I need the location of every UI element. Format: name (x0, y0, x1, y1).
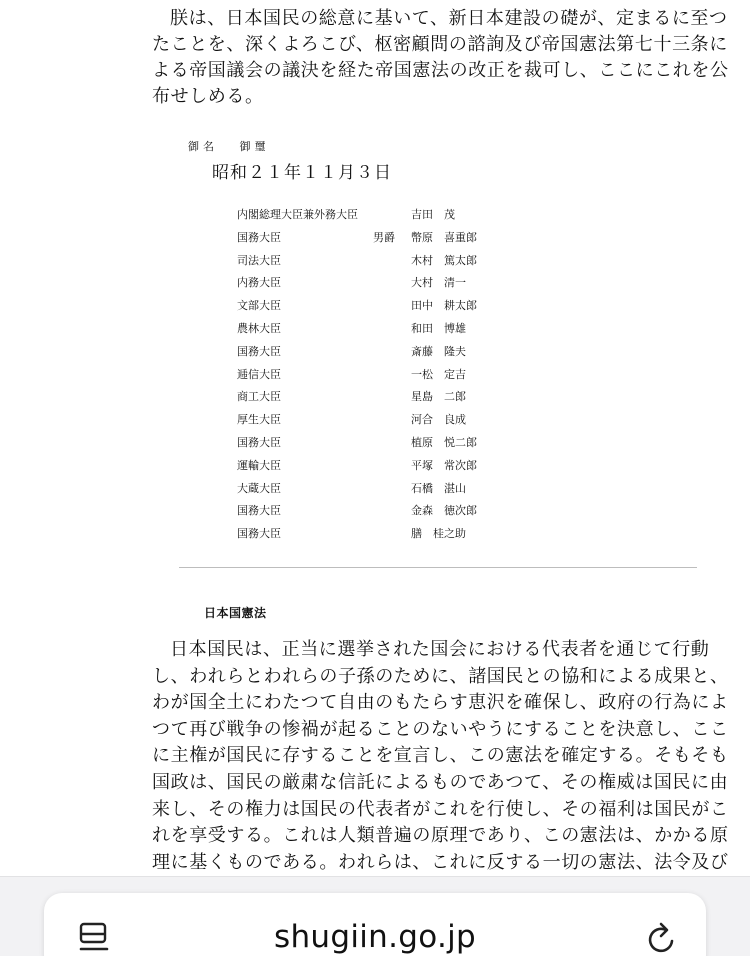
minister-title: 国務大臣 (237, 527, 281, 541)
minister-list (237, 204, 517, 546)
minister-name: 平塚 常次郎 (411, 458, 477, 472)
minister-row (237, 341, 517, 364)
minister-row (237, 455, 517, 478)
address-bar[interactable] (44, 893, 706, 956)
imperial-seal: 御璽 (239, 140, 270, 153)
minister-row (237, 295, 517, 318)
minister-row (237, 386, 517, 409)
minister-row (237, 523, 517, 546)
minister-name: 膳 桂之助 (411, 527, 466, 541)
section-divider (179, 567, 697, 568)
preamble-text: 朕は、日本国民の総意に基いて、新日本建設の礎が、定まるに至つたことを、深くよろこび、枢密顧問の諮詢及び帝国憲法第七十三条による帝国議会の議決を経た帝国憲法の改正を裁可し、ここにこれを公布せしめる。 (152, 8, 729, 107)
imperial-name: 御名 (188, 140, 218, 153)
minister-row (237, 204, 517, 227)
minister-title: 司法大臣 (237, 253, 281, 267)
minister-title: 国務大臣 (237, 230, 281, 244)
minister-title: 国務大臣 (237, 435, 281, 449)
minister-title: 厚生大臣 (237, 413, 281, 427)
minister-name: 大村 清一 (411, 276, 466, 290)
constitution-preamble: 日本国民は、正当に選挙された国会における代表者を通じて行動し、われらとわれらの子孫のために、諸国民との協和による成果と、わが国全土にわたつて自由のもたらす恵沢を確保し、政府の行為によつて再び戦争の惨禍が起ることのないやうにすることを決意し、ここに主権が国民に存することを宣言し、この憲法を確定する。そもそも国政は、国民の厳粛な信託によるものであつて、その権威は国民に由来し、その権力は国民の代表者がこれを行使し、その福利は国民がこれを享受する。これは人類普遍の原理であり、この憲法は、かかる原理に基くものである。われらは、これに反する一切の憲法、法令及び (152, 639, 729, 873)
minister-title: 農林大臣 (237, 321, 281, 335)
minister-title: 大蔵大臣 (237, 481, 281, 495)
minister-name: 植原 悦二郎 (411, 435, 477, 449)
minister-row (237, 318, 517, 341)
minister-rank: 男爵 (373, 230, 395, 244)
minister-row (237, 409, 517, 432)
minister-title: 国務大臣 (237, 504, 281, 518)
minister-title: 商工大臣 (237, 390, 281, 404)
minister-row (237, 250, 517, 273)
minister-name: 一松 定吉 (411, 367, 466, 381)
minister-row (237, 272, 517, 295)
minister-row (237, 432, 517, 455)
minister-name: 金森 徳次郎 (411, 504, 477, 518)
url-text[interactable]: shugiin.go.jp (274, 919, 476, 955)
browser-bottom-bar (0, 876, 750, 956)
minister-name: 木村 篤太郎 (411, 253, 477, 267)
minister-name: 和田 博雄 (411, 321, 466, 335)
minister-name: 田中 耕太郎 (411, 299, 477, 313)
minister-title: 国務大臣 (237, 344, 281, 358)
constitution-title: 日本国憲法 (204, 606, 267, 620)
minister-row (237, 227, 517, 250)
reload-icon[interactable] (644, 919, 680, 956)
minister-name: 吉田 茂 (411, 208, 455, 221)
imperial-seal-line (188, 138, 284, 154)
minister-title: 内務大臣 (237, 276, 281, 290)
promulgation-date: 昭和２１年１１月３日 (212, 163, 392, 183)
minister-name: 幣原 喜重郎 (411, 230, 477, 244)
minister-name: 斎藤 隆夫 (411, 344, 466, 358)
minister-title: 逓信大臣 (237, 367, 281, 381)
minister-title: 運輸大臣 (237, 458, 281, 472)
minister-row (237, 500, 517, 523)
minister-name: 星島 二郎 (411, 390, 466, 404)
minister-row (237, 364, 517, 387)
minister-name: 河合 良成 (411, 413, 466, 427)
minister-title: 内閣総理大臣兼外務大臣 (237, 208, 358, 221)
minister-row (237, 478, 517, 501)
minister-name: 石橋 湛山 (411, 481, 466, 495)
minister-title: 文部大臣 (237, 299, 281, 313)
